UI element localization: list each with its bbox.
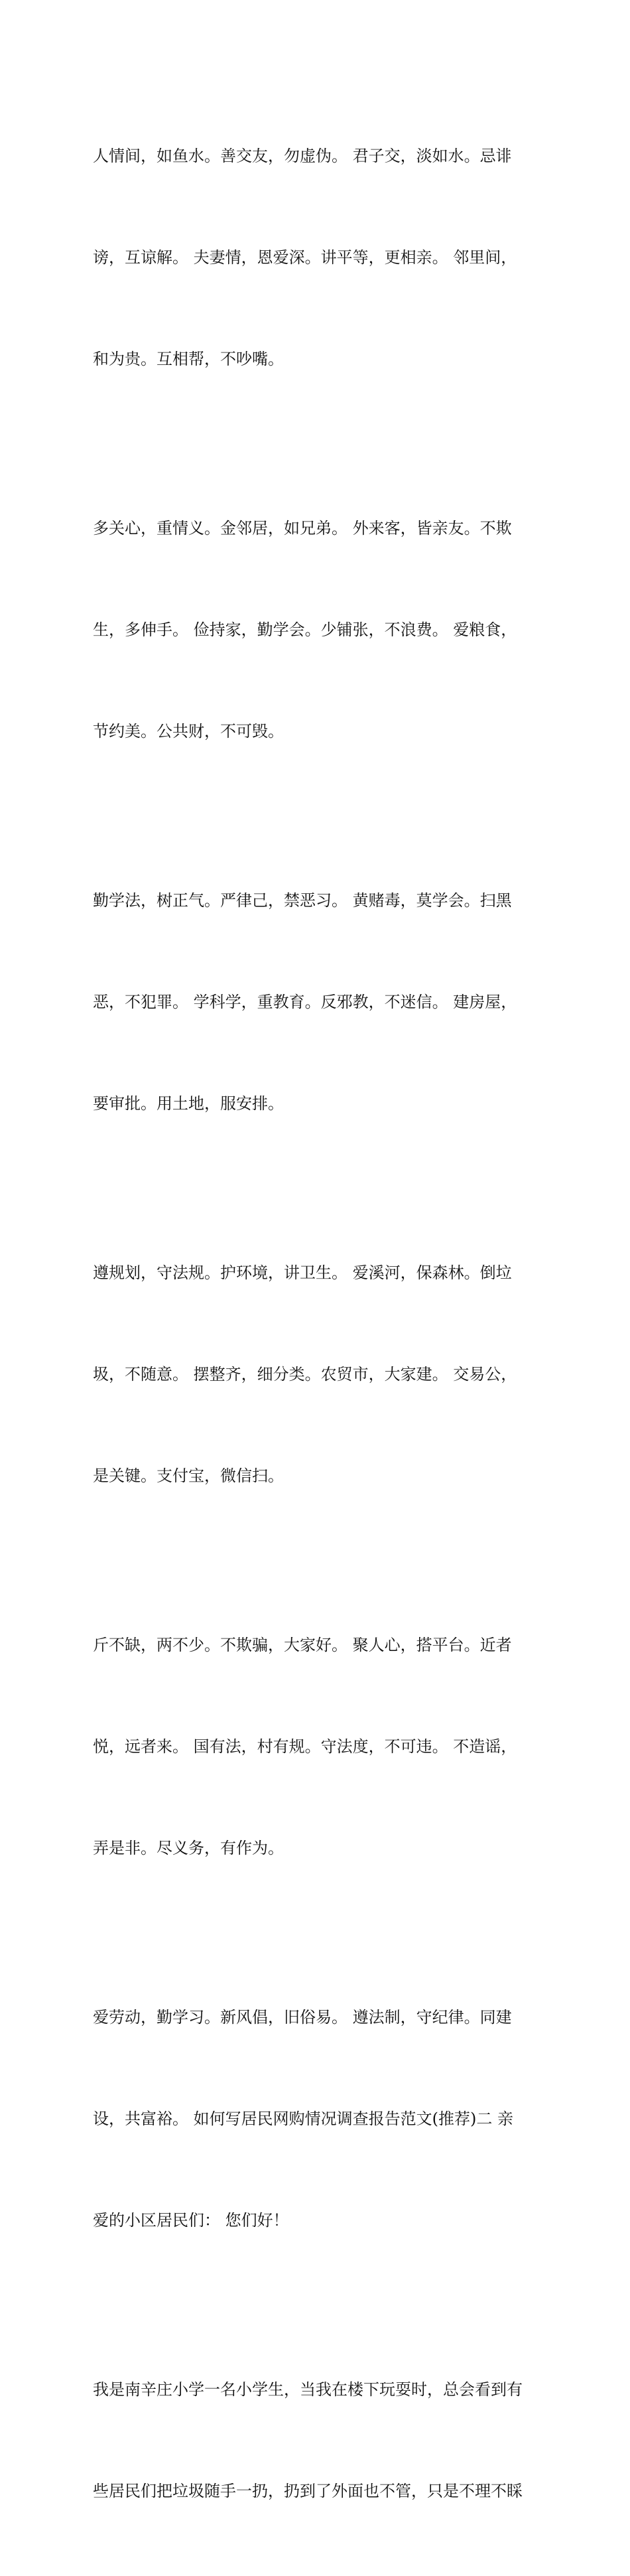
text-line: 悦，远者来。 国有法，村有规。守法度，不可违。 不造谣，: [93, 1737, 517, 1756]
text-line: 要审批。用土地，服安排。: [93, 1094, 284, 1113]
text-line: 设，共富裕。 如何写居民网购情况调查报告范文(推荐)二 亲: [93, 2110, 513, 2128]
paragraph: [93, 816, 550, 1188]
paragraph: [93, 444, 550, 816]
text-line: 人情间，如鱼水。善交友，勿虚伪。 君子交，淡如水。忌诽: [93, 147, 512, 165]
text-line: 勤学法，树正气。严律己，禁恶习。 黄赌毒，莫学会。扫黑: [93, 891, 512, 910]
text-line: 多关心，重情义。金邻居，如兄弟。 外来客，皆亲友。不欺: [93, 519, 512, 537]
text-line: 些居民们把垃圾随手一扔，扔到了外面也不管，只是不理不睬: [93, 2482, 523, 2500]
text-line: 我是南辛庄小学一名小学生，当我在楼下玩耍时，总会看到有: [93, 2380, 523, 2399]
text-line: 爱的小区居民们： 您们好！: [93, 2211, 289, 2230]
paragraph: [93, 1933, 550, 2305]
text-line: 斤不缺，两不少。不欺骗，大家好。 聚人心，搭平台。近者: [93, 1636, 512, 1654]
paragraph: [93, 72, 550, 444]
text-line: 圾，不随意。 摆整齐，细分类。农贸市，大家建。 交易公，: [93, 1365, 517, 1384]
text-line: 遵规划，守法规。护环境，讲卫生。 爱溪河，保森林。倒垃: [93, 1263, 512, 1282]
text-line: 生，多伸手。 俭持家，勤学会。少铺张，不浪费。 爱粮食，: [93, 620, 517, 639]
text-line: 爱劳动，勤学习。新风倡，旧俗易。 遵法制，守纪律。同建: [93, 2008, 512, 2027]
text-line: 谤，互谅解。 夫妻情，恩爱深。讲平等，更相亲。 邻里间，: [93, 248, 517, 267]
text-line: 节约美。公共财，不可毁。: [93, 722, 284, 741]
document-body: [93, 72, 550, 2576]
text-line: 是关键。支付宝，微信扫。: [93, 1467, 284, 1485]
paragraph: [93, 1561, 550, 1933]
text-line: 和为贵。互相帮，不吵嘴。: [93, 350, 284, 368]
paragraph: [93, 1188, 550, 1561]
text-line: 恶，不犯罪。 学科学，重教育。反邪教，不迷信。 建房屋，: [93, 993, 517, 1011]
text-line: 弄是非。尽义务，有作为。: [93, 1839, 284, 1857]
paragraph: [93, 2305, 550, 2576]
